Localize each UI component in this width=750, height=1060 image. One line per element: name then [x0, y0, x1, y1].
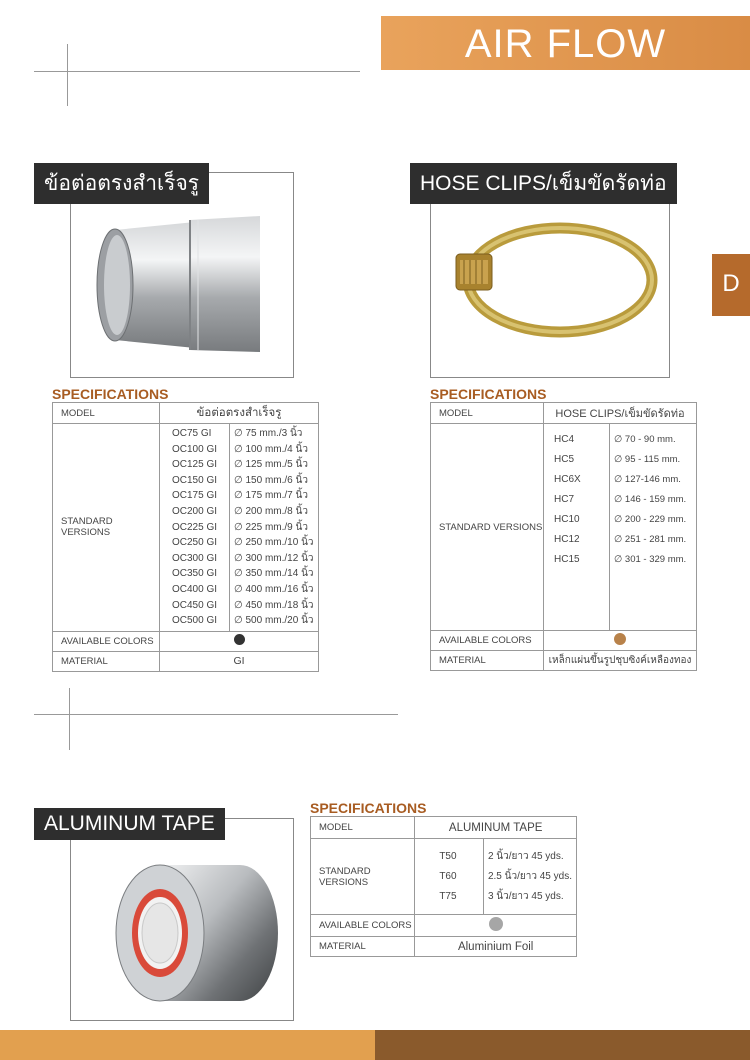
model-value: ข้อต่อตรงสำเร็จรู	[160, 403, 319, 424]
model-code: OC250 GI	[172, 537, 218, 549]
model-size: ∅ 500 mm./20 นิ้ว	[234, 615, 314, 627]
divider-line	[69, 688, 70, 750]
model-code: OC75 GI	[172, 428, 212, 439]
versions-label: STANDARD VERSIONS	[53, 424, 160, 632]
model-code: T60	[439, 870, 457, 882]
section-tab-letter: D	[722, 270, 740, 297]
model-size: ∅ 251 - 281 mm.	[614, 534, 687, 545]
versions-row	[311, 839, 577, 915]
connector-spec-table	[52, 402, 319, 672]
colors-label: AVAILABLE COLORS	[53, 631, 160, 651]
divider-line	[67, 44, 68, 106]
model-code: HC15	[554, 554, 580, 565]
model-size: ∅ 95 - 115 mm.	[614, 454, 681, 465]
footer-bar-left	[0, 1030, 375, 1060]
footer-bar-right	[375, 1030, 750, 1060]
model-code: OC125 GI	[172, 459, 218, 471]
material-row	[431, 651, 697, 671]
versions-row	[53, 424, 319, 632]
model-value: ALUMINUM TAPE	[415, 817, 577, 839]
colors-label: AVAILABLE COLORS	[431, 631, 544, 651]
model-code: HC7	[554, 494, 575, 505]
material-value: เหล็กแผ่นขึ้นรูปชุบซิงค์เหลืองทอง	[544, 651, 697, 671]
model-code: OC450 GI	[172, 599, 218, 611]
hose-clips-spec-title: SPECIFICATIONS	[430, 386, 547, 402]
color-swatch-cell	[160, 631, 319, 651]
model-code: OC500 GI	[172, 615, 218, 627]
model-code: HC6X	[554, 474, 581, 485]
colors-row	[53, 631, 319, 651]
model-code: HC12	[554, 534, 580, 545]
model-code: OC175 GI	[172, 490, 218, 502]
versions-label: STANDARD VERSIONS	[311, 839, 415, 915]
model-value: HOSE CLIPS/เข็มขัดรัดท่อ	[544, 403, 697, 424]
duct-connector-image	[90, 210, 270, 360]
model-size: ∅ 225 mm./9 นิ้ว	[234, 521, 308, 533]
model-size: ∅ 250 mm./10 นิ้ว	[234, 537, 314, 549]
color-swatch-cell	[544, 631, 697, 651]
model-size: ∅ 450 mm./18 นิ้ว	[234, 599, 314, 611]
model-code: OC225 GI	[172, 521, 218, 533]
model-size: ∅ 127-146 mm.	[614, 474, 681, 485]
material-value: GI	[160, 651, 319, 671]
model-label: MODEL	[431, 403, 544, 424]
aluminum-tape-image	[100, 855, 280, 1010]
divider-line	[34, 714, 398, 715]
color-swatch-cell	[415, 915, 577, 937]
model-code: OC350 GI	[172, 568, 218, 580]
model-size: ∅ 146 - 159 mm.	[614, 494, 687, 505]
versions-row	[431, 424, 697, 631]
page-title: AIR FLOW	[464, 22, 667, 66]
model-code: OC150 GI	[172, 474, 218, 486]
model-code: HC10	[554, 514, 580, 525]
model-size: 2 นิ้ว/ยาว 45 yds.	[487, 850, 564, 862]
versions-label: STANDARD VERSIONS	[431, 424, 544, 631]
hose-clips-spec-table	[430, 402, 697, 671]
material-label: MATERIAL	[431, 651, 544, 671]
model-label: MODEL	[53, 403, 160, 424]
colors-row	[311, 915, 577, 937]
model-codes-cell	[415, 839, 484, 915]
color-swatch	[234, 634, 245, 645]
connector-spec-title: SPECIFICATIONS	[52, 386, 169, 402]
model-label: MODEL	[311, 817, 415, 839]
model-row	[311, 817, 577, 839]
model-size: ∅ 175 mm./7 นิ้ว	[234, 490, 308, 502]
material-label: MATERIAL	[311, 937, 415, 957]
model-code: OC400 GI	[172, 583, 218, 595]
model-size: ∅ 301 - 329 mm.	[614, 554, 687, 565]
model-size: ∅ 300 mm./12 นิ้ว	[234, 552, 314, 564]
model-code: T50	[439, 850, 457, 862]
material-row	[53, 651, 319, 671]
colors-label: AVAILABLE COLORS	[311, 915, 415, 937]
divider-line	[34, 71, 360, 72]
connector-label: ข้อต่อตรงสำเร็จรู	[34, 163, 209, 204]
model-code: HC4	[554, 434, 575, 445]
model-size: ∅ 100 mm./4 นิ้ว	[234, 443, 308, 455]
color-swatch	[489, 917, 503, 931]
model-size: ∅ 200 - 229 mm.	[614, 514, 687, 525]
model-size: ∅ 150 mm./6 นิ้ว	[234, 474, 308, 486]
hose-clip-image	[448, 210, 658, 350]
model-row	[53, 403, 319, 424]
model-sizes-cell	[230, 424, 319, 632]
model-codes-cell	[160, 424, 230, 632]
aluminum-tape-spec-title: SPECIFICATIONS	[310, 800, 427, 816]
model-codes-cell	[544, 424, 610, 631]
hose-clips-label: HOSE CLIPS/เข็มขัดรัดท่อ	[410, 163, 677, 204]
model-size: ∅ 400 mm./16 นิ้ว	[234, 583, 314, 595]
section-tab	[712, 254, 750, 316]
model-size: 3 นิ้ว/ยาว 45 yds.	[487, 890, 564, 902]
model-size: 2.5 นิ้ว/ยาว 45 yds.	[487, 870, 572, 882]
model-size: ∅ 75 mm./3 นิ้ว	[234, 428, 303, 439]
model-sizes-cell	[610, 424, 697, 631]
model-size: ∅ 350 mm./14 นิ้ว	[234, 568, 314, 580]
model-code: HC5	[554, 454, 575, 465]
page-header-bar	[381, 16, 750, 70]
model-code: OC100 GI	[172, 443, 218, 455]
model-sizes-cell	[483, 839, 576, 915]
color-swatch	[614, 633, 626, 645]
material-row	[311, 937, 577, 957]
model-code: OC300 GI	[172, 552, 218, 564]
colors-row	[431, 631, 697, 651]
model-size: ∅ 125 mm./5 นิ้ว	[234, 459, 308, 471]
model-row	[431, 403, 697, 424]
aluminum-tape-spec-table	[310, 816, 577, 957]
model-code: OC200 GI	[172, 505, 218, 517]
aluminum-tape-label: ALUMINUM TAPE	[34, 808, 225, 840]
model-size: ∅ 70 - 90 mm.	[614, 434, 676, 445]
material-value: Aluminium Foil	[415, 937, 577, 957]
model-code: T75	[439, 890, 457, 902]
material-label: MATERIAL	[53, 651, 160, 671]
model-size: ∅ 200 mm./8 นิ้ว	[234, 505, 308, 517]
